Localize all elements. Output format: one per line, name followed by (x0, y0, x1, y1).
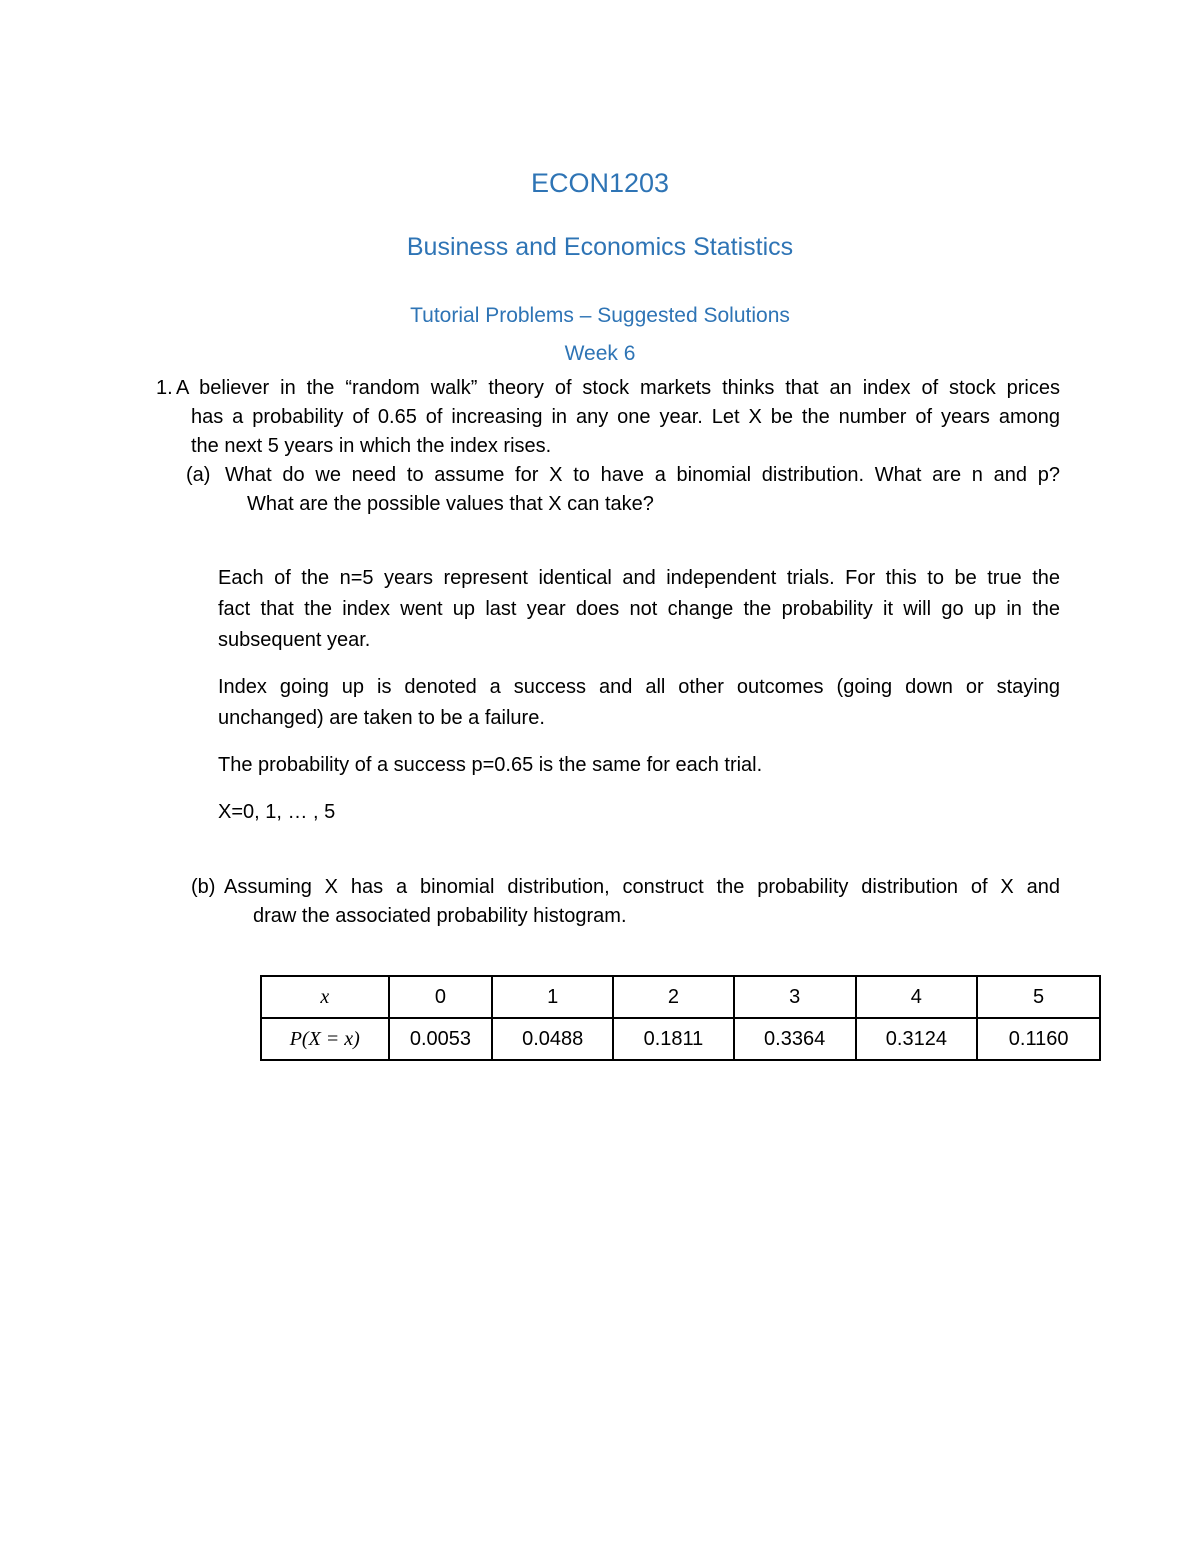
table-cell-p-1: 0.0488 (492, 1018, 613, 1060)
part-b-line-1: Assuming X has a binomial distribution, construct the probability distribution of X and (224, 876, 1060, 898)
part-a-line-2: What are the possible values that X can take? (247, 493, 654, 515)
answer-a-p1-line-1: Each of the n=5 years represent identical and independent trials. For this to be true the (218, 567, 1060, 589)
document-subtitle: Tutorial Problems – Suggested Solutions (410, 304, 790, 327)
table-cell-p-5: 0.1160 (977, 1018, 1100, 1060)
probability-distribution-table (260, 975, 1101, 1061)
table-header-probability: P(X = x) (261, 1018, 389, 1060)
answer-a-paragraph-3: The probability of a success p=0.65 is the same for each trial. (218, 754, 763, 776)
question-number: 1. (156, 377, 173, 399)
table-cell-x-1: 1 (492, 976, 613, 1018)
table-cell-x-0: 0 (389, 976, 493, 1018)
table-cell-p-2: 0.1811 (613, 1018, 734, 1060)
answer-a-values: X=0, 1, … , 5 (218, 801, 336, 823)
course-name: Business and Economics Statistics (406, 233, 794, 261)
table-cell-p-4: 0.3124 (856, 1018, 978, 1060)
answer-a-p1-line-2: fact that the index went up last year does not change the probability it will go up in the (218, 598, 1060, 620)
table-cell-x-5: 5 (977, 976, 1100, 1018)
part-a-label: (a) (186, 464, 211, 486)
question-line-2: has a probability of 0.65 of increasing in any one year. Let X be the number of years among (191, 406, 1060, 428)
answer-a-p1-line-3: subsequent year. (218, 629, 371, 651)
answer-a-paragraph-2 (218, 672, 1060, 734)
table-cell-x-4: 4 (856, 976, 978, 1018)
table-row-x (261, 976, 1100, 1018)
answer-a-p2-line-2: unchanged) are taken to be a failure. (218, 707, 545, 729)
question-line-3: the next 5 years in which the index rises. (191, 435, 552, 457)
part-a-line-1: What do we need to assume for X to have a binomial distribution. What are n and p? (225, 464, 1060, 486)
table-cell-p-3: 0.3364 (734, 1018, 856, 1060)
table-row-probability (261, 1018, 1100, 1060)
part-b-line-2: draw the associated probability histogram. (253, 905, 627, 927)
table-cell-p-0: 0.0053 (389, 1018, 493, 1060)
part-b-label: (b) (191, 876, 216, 898)
course-code: ECON1203 (530, 168, 670, 198)
week-label: Week 6 (564, 342, 636, 365)
answer-a-paragraph-1 (218, 563, 1060, 656)
table-cell-x-2: 2 (613, 976, 734, 1018)
table-cell-x-3: 3 (734, 976, 856, 1018)
table-header-x: x (261, 976, 389, 1018)
question-line-1: A believer in the “random walk” theory of stock markets thinks that an index of stock prices (176, 377, 1060, 399)
answer-a-p2-line-1: Index going up is denoted a success and all other outcomes (going down or staying (218, 676, 1060, 698)
